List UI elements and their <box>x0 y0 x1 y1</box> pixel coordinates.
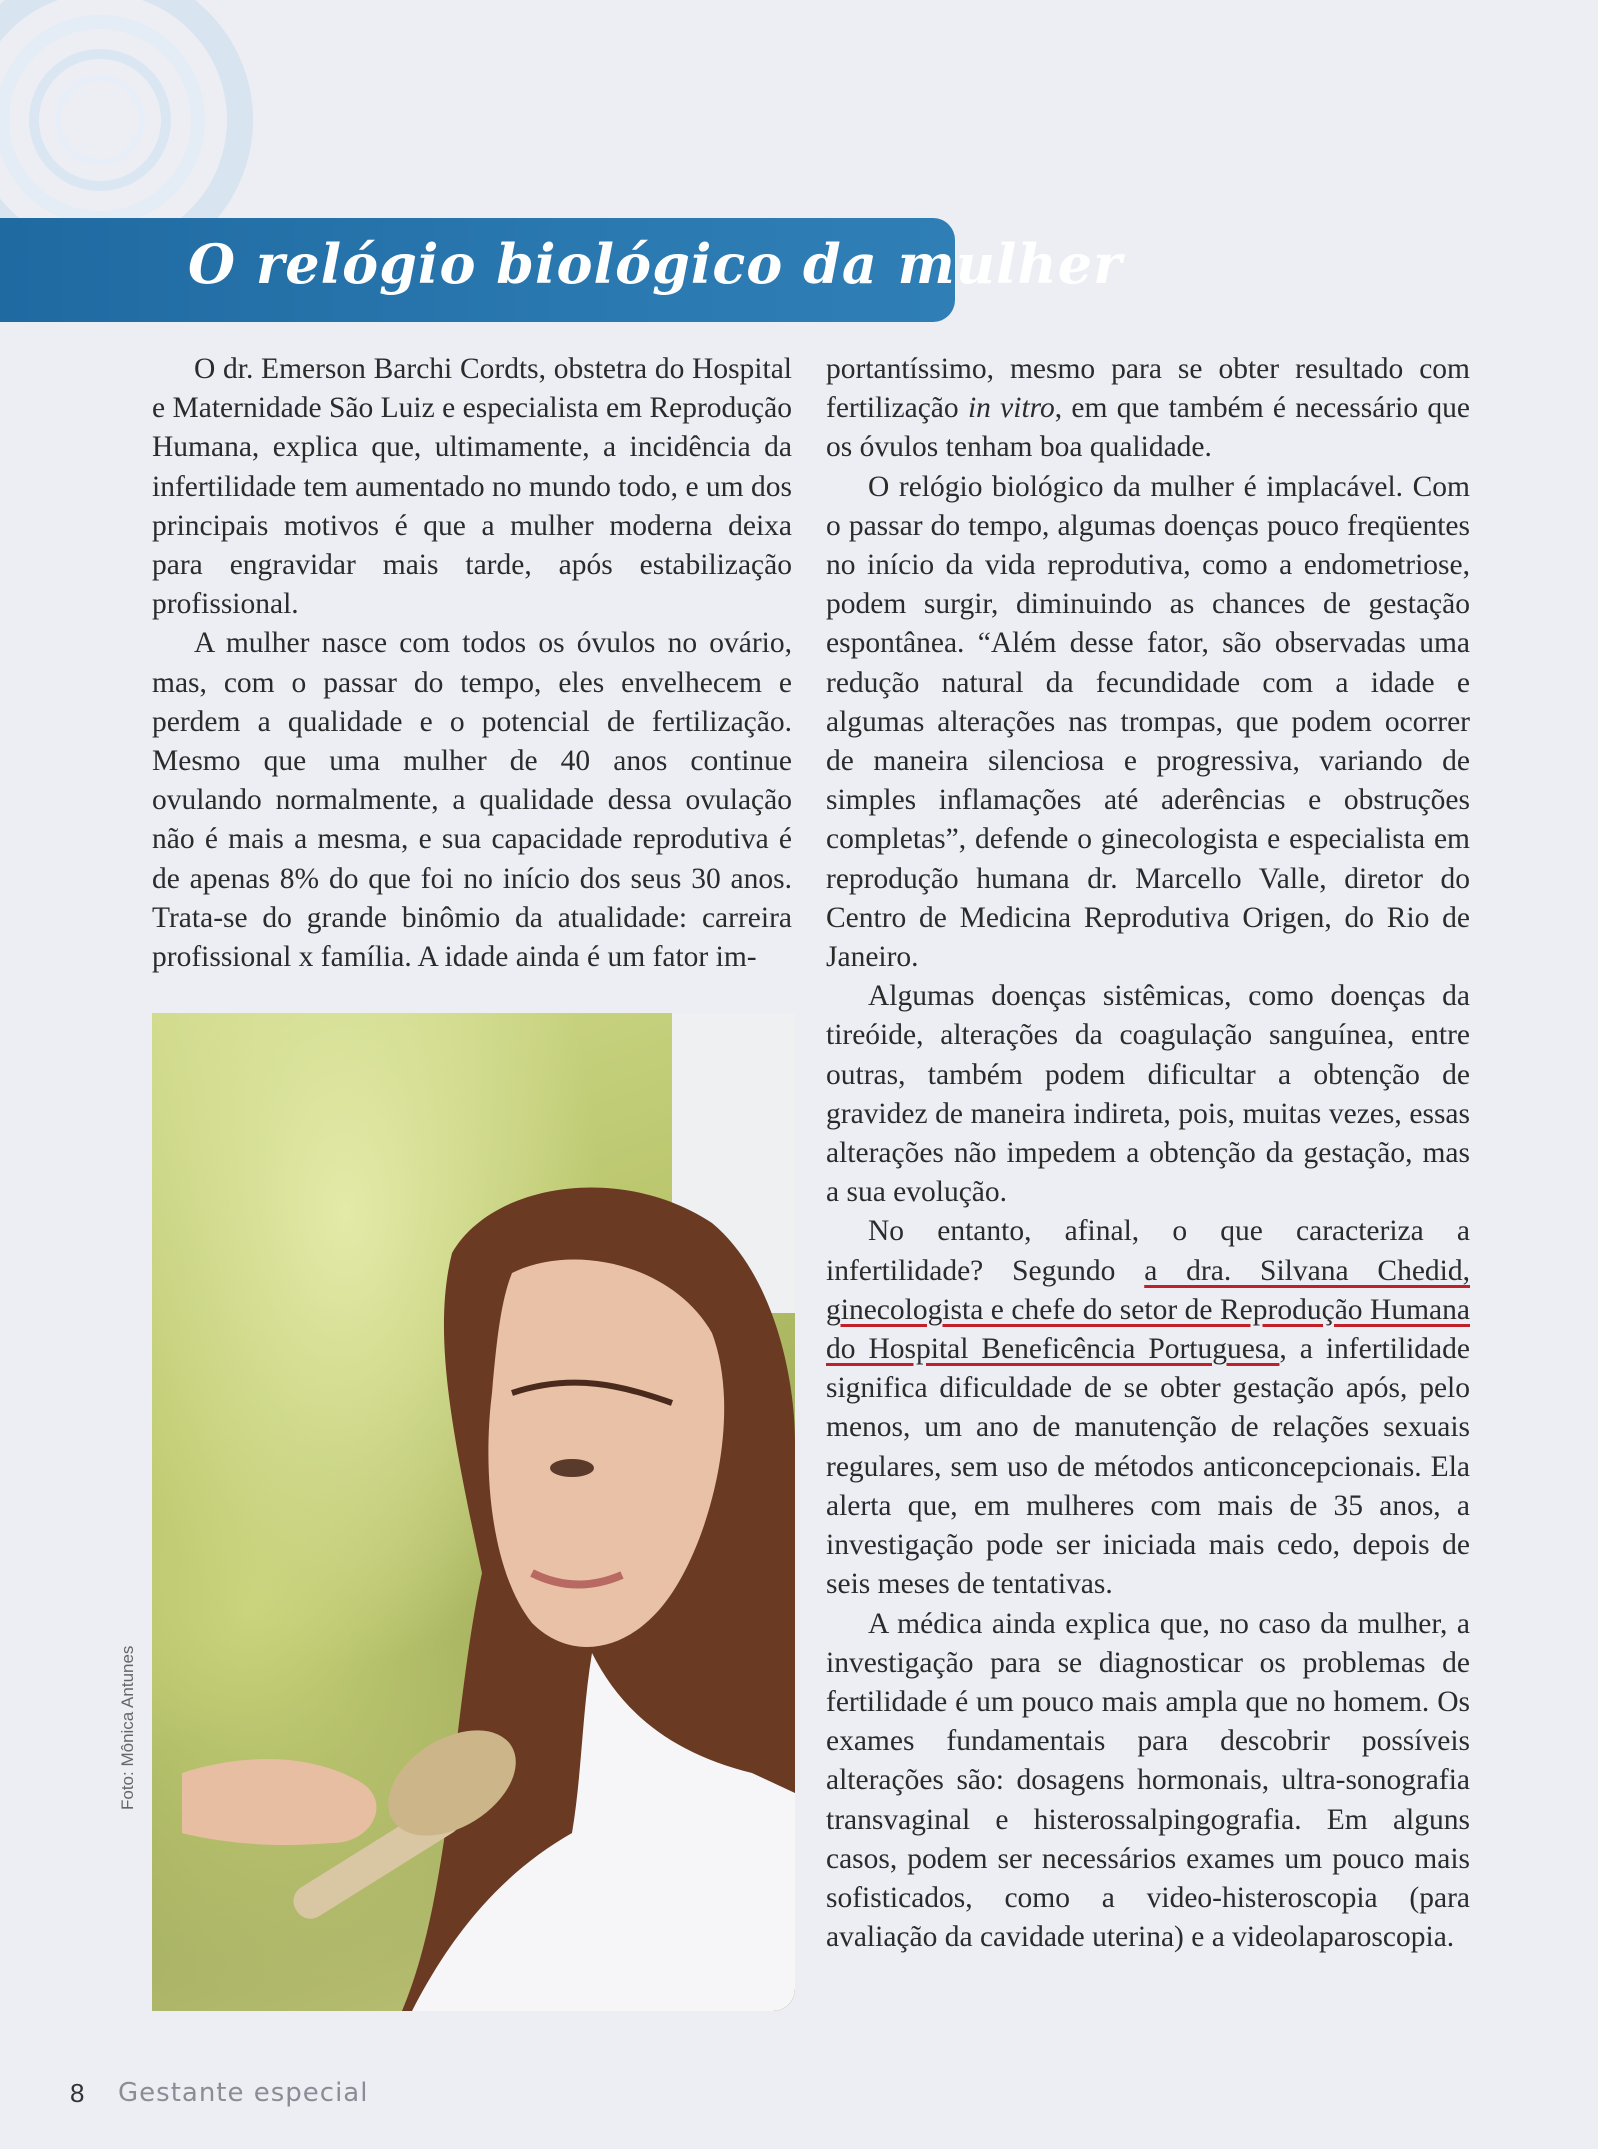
emphasis: in vitro <box>967 392 1055 425</box>
paragraph: portantíssimo, mesmo para se obter resultado com fertilização in vitro, em que também é necessário que os óvulos tenham boa qualidade. <box>826 353 1470 464</box>
page-number: 8 <box>70 2078 85 2108</box>
woman-brushing-hair-photo <box>152 1013 795 2011</box>
paragraph: Algumas doenças sistêmicas, como doenças da tireóide, alterações da coagulação sanguínea, entre outras, também podem dificultar a obtenção de gravidez de maneira indireta, pois, muitas vezes, essas alterações não impedem a obtenção da gestação, mas a sua evolução. <box>826 980 1470 1209</box>
publication-name: Gestante especial <box>118 2078 369 2108</box>
right-column <box>826 350 1470 1957</box>
paragraph: O relógio biológico da mulher é implacável. Com o passar do tempo, algumas doenças pouco freqüentes no início da vida reprodutiva, como a endometriose, podem surgir, diminuindo as chances de gestação espontânea. “Além desse fator, são observadas uma redução natural da fecundidade com a idade e algumas alterações nas trompas, que podem ocorrer de maneira silenciosa e progressiva, variando de simples inflamações até aderências e obstruções completas”, defende o ginecologista e especialista em reprodução humana dr. Marcello Valle, diretor do Centro de Medicina Reprodutiva Origen, do Rio de Janeiro. <box>826 470 1470 974</box>
highlighted-source: a dra. Silvana Chedid, ginecologista e chefe do setor de Reprodução Humana do Hospital Beneficência Portuguesa <box>826 1254 1470 1366</box>
paragraph: No entanto, afinal, o que caracteriza a infertilidade? Segundo a dra. Silvana Chedid, ginecologista e chefe do setor de Reprodução Humana do Hospital Beneficência Portuguesa, a infertilidade significa dificuldade de se obter gestação após, pelo menos, um ano de manutenção de relações sexuais regulares, sem uso de métodos anticoncepcionais. Ela alerta que, em mulheres com mais de 35 anos, a investigação pode ser iniciada mais cedo, depois de seis meses de tentativas. <box>826 1215 1470 1601</box>
photo-credit: Foto: Mônica Antunes <box>118 1645 137 1810</box>
paragraph: A médica ainda explica que, no caso da mulher, a investigação para se diagnosticar os problemas de fertilidade é um pouco mais ampla que no homem. Os exames fundamentais para descobrir possíveis alterações são: dosagens hormonais, ultra-sonografia transvaginal e histerossalpingografia. Em alguns casos, podem ser necessários exames um pouco mais sofisticados, como a video-histeroscopia (para avaliação da cavidade uterina) e a videolaparoscopia. <box>826 1607 1470 1954</box>
paragraph: O dr. Emerson Barchi Cordts, obstetra do Hospital e Maternidade São Luiz e especialista em Reprodução Humana, explica que, ultimamente, a incidência da infertilidade tem aumentado no mundo todo, e um dos principais motivos é que a mulher moderna deixa para engravidar mais tarde, após estabilização profissional. <box>152 353 792 621</box>
left-column <box>152 350 792 977</box>
paragraph: A mulher nasce com todos os óvulos no ovário, mas, com o passar do tempo, eles envelhecem e perdem a qualidade e o potencial de fertilização. Mesmo que uma mulher de 40 anos continue ovulando normalmente, a qualidade dessa ovulação não é mais a mesma, e sua capacidade reprodutiva é de apenas 8% do que foi no início dos seus 30 anos. Trata-se do grande binômio da atualidade: carreira profissional x família. A idade ainda é um fator im- <box>152 627 792 974</box>
article-title: O relógio biológico da mulher <box>188 232 1123 296</box>
